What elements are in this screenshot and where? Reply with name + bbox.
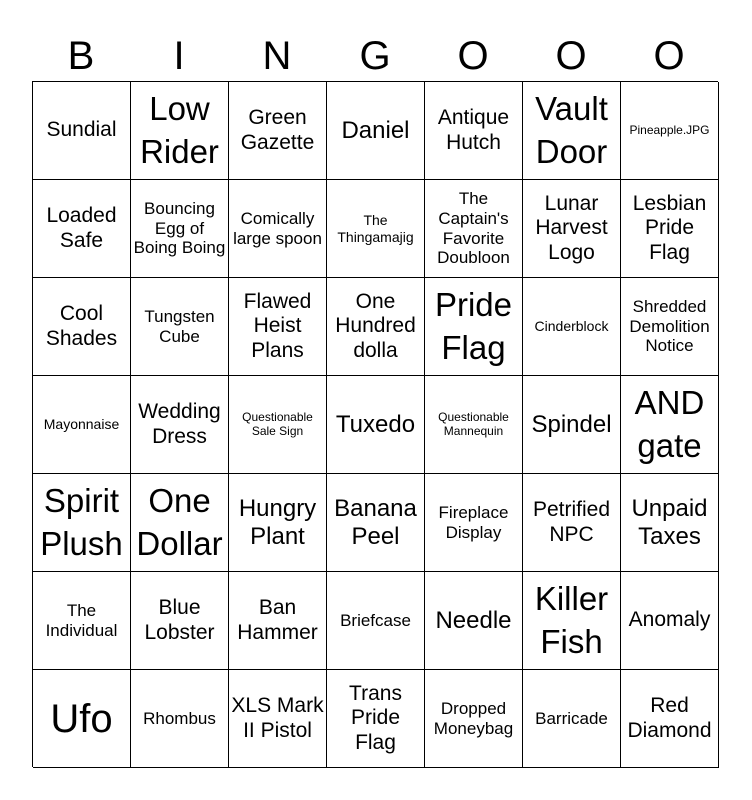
bingo-cell[interactable]: Questionable Sale Sign	[229, 376, 327, 474]
bingo-cell[interactable]: Bouncing Egg of Boing Boing	[131, 180, 229, 278]
bingo-cell[interactable]: Comically large spoon	[229, 180, 327, 278]
bingo-cell[interactable]: Green Gazette	[229, 82, 327, 180]
bingo-cell[interactable]: Wedding Dress	[131, 376, 229, 474]
bingo-cell[interactable]: Lesbian Pride Flag	[621, 180, 719, 278]
bingo-cell[interactable]: One Dollar	[131, 474, 229, 572]
bingo-cell[interactable]: Needle	[425, 572, 523, 670]
bingo-cell[interactable]: Vault Door	[523, 82, 621, 180]
header-letter-g: G	[359, 34, 391, 78]
bingo-cell[interactable]: Pride Flag	[425, 278, 523, 376]
bingo-cell[interactable]: The Captain's Favorite Doubloon	[425, 180, 523, 278]
bingo-cell[interactable]: Ban Hammer	[229, 572, 327, 670]
header-letter-b: B	[67, 34, 95, 78]
header-letter-n: N	[262, 34, 292, 78]
bingo-cell[interactable]: Pineapple.JPG	[621, 82, 719, 180]
bingo-cell[interactable]: Mayonnaise	[33, 376, 131, 474]
bingo-cell[interactable]: Shredded Demolition Notice	[621, 278, 719, 376]
bingo-cell[interactable]: XLS Mark II Pistol	[229, 670, 327, 768]
header-letter-o-1: O	[457, 34, 489, 78]
bingo-cell[interactable]: Blue Lobster	[131, 572, 229, 670]
bingo-header	[32, 30, 718, 82]
bingo-cell[interactable]: The Individual	[33, 572, 131, 670]
bingo-cell[interactable]: Tuxedo	[327, 376, 425, 474]
bingo-cell[interactable]: Spindel	[523, 376, 621, 474]
bingo-cell[interactable]: Briefcase	[327, 572, 425, 670]
bingo-cell[interactable]: Flawed Heist Plans	[229, 278, 327, 376]
bingo-cell[interactable]: Cinderblock	[523, 278, 621, 376]
bingo-cell[interactable]: Barricade	[523, 670, 621, 768]
header-letter-o-3: O	[653, 34, 685, 78]
bingo-cell[interactable]: Loaded Safe	[33, 180, 131, 278]
bingo-cell[interactable]: Ufo	[33, 670, 131, 768]
bingo-cell[interactable]: Dropped Moneybag	[425, 670, 523, 768]
bingo-board	[32, 81, 718, 767]
header-letter-o-2: O	[555, 34, 587, 78]
bingo-cell[interactable]: Fireplace Display	[425, 474, 523, 572]
bingo-cell[interactable]: Tungsten Cube	[131, 278, 229, 376]
bingo-cell[interactable]: Cool Shades	[33, 278, 131, 376]
bingo-cell[interactable]: Banana Peel	[327, 474, 425, 572]
bingo-cell[interactable]: One Hundred dolla	[327, 278, 425, 376]
bingo-cell[interactable]: Trans Pride Flag	[327, 670, 425, 768]
bingo-cell[interactable]: Hungry Plant	[229, 474, 327, 572]
bingo-cell[interactable]: Questionable Mannequin	[425, 376, 523, 474]
bingo-cell[interactable]: Antique Hutch	[425, 82, 523, 180]
bingo-cell[interactable]: Spirit Plush	[33, 474, 131, 572]
bingo-cell[interactable]: AND gate	[621, 376, 719, 474]
bingo-cell[interactable]: Low Rider	[131, 82, 229, 180]
bingo-cell[interactable]: Petrified NPC	[523, 474, 621, 572]
bingo-cell[interactable]: Unpaid Taxes	[621, 474, 719, 572]
header-letter-i: I	[173, 34, 185, 78]
bingo-cell[interactable]: Sundial	[33, 82, 131, 180]
bingo-cell[interactable]: Rhombus	[131, 670, 229, 768]
bingo-cell[interactable]: The Thingamajig	[327, 180, 425, 278]
bingo-cell[interactable]: Daniel	[327, 82, 425, 180]
bingo-cell[interactable]: Killer Fish	[523, 572, 621, 670]
bingo-cell[interactable]: Anomaly	[621, 572, 719, 670]
bingo-cell[interactable]: Lunar Harvest Logo	[523, 180, 621, 278]
bingo-cell[interactable]: Red Diamond	[621, 670, 719, 768]
